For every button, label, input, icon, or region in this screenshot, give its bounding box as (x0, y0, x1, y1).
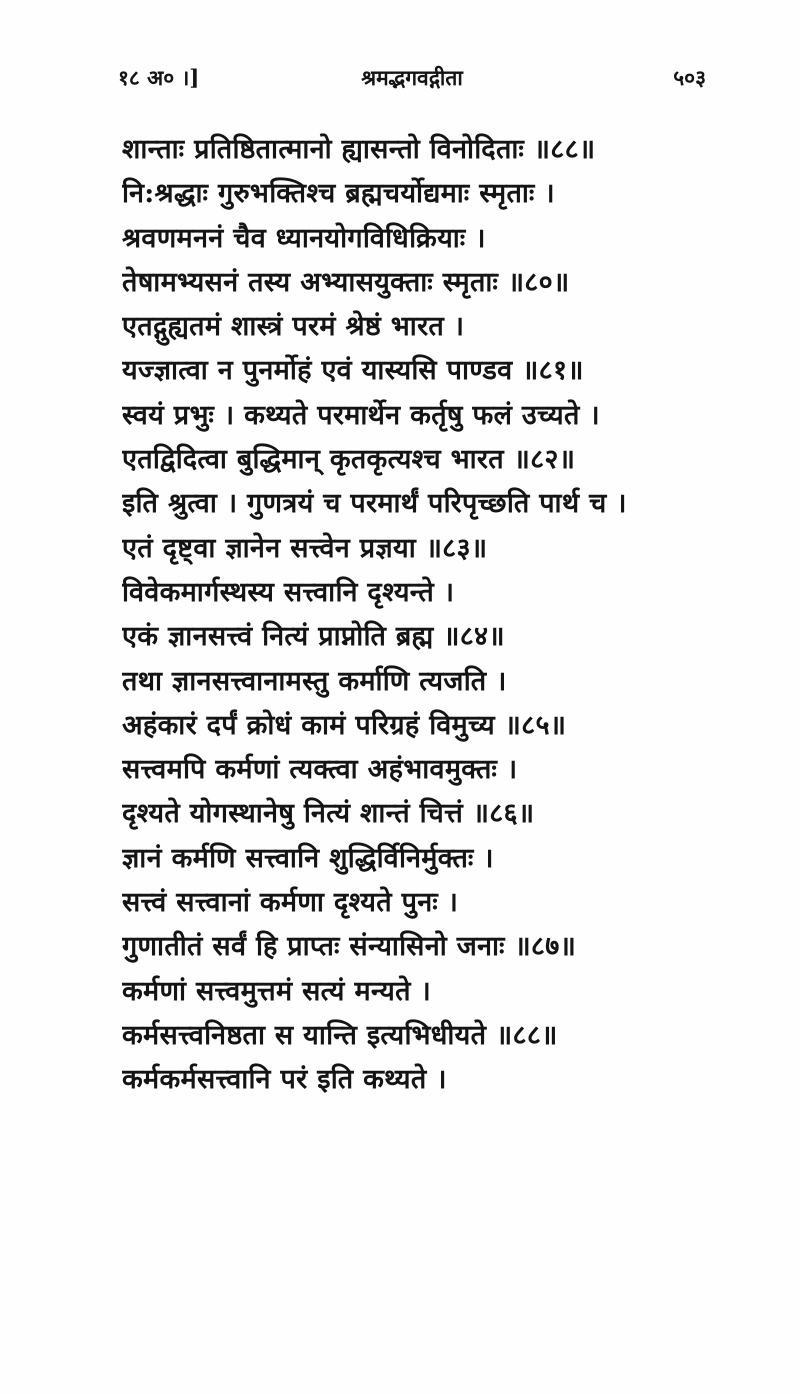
verse-line: श्रवणमननं चैव ध्यानयोगविधिक्रियाः । (122, 222, 486, 254)
verse-line: सत्त्वं सत्त्वानां कर्मणा दृश्यते पुनः । (122, 887, 459, 919)
verse-line: कर्मसत्त्वनिष्ठता स यान्ति इत्यभिधीयते ॥८८॥ (122, 1019, 558, 1051)
page-number: ५०३ (673, 65, 706, 90)
verse-line: अहंकारं दर्पं क्रोधं कामं परिग्रहं विमुच्य ॥८५॥ (122, 709, 567, 741)
verse-line: कर्मकर्मसत्त्वानि परं इति कथ्यते । (122, 1064, 447, 1096)
verse-line: एतद्विदित्वा बुद्धिमान् कृतकृत्यश्च भारत ॥८२॥ (122, 444, 576, 476)
verse-line: एकं ज्ञानसत्त्वं नित्यं प्राप्नोति ब्रह्म ॥८४॥ (122, 621, 505, 653)
verse-line: कर्मणां सत्त्वमुत्तमं सत्यं मन्यते । (122, 975, 432, 1007)
verse-line: तेषामभ्यसनं तस्य अभ्यासयुक्ताः स्मृताः ॥८०॥ (122, 266, 570, 298)
verse-line: तथा ज्ञानसत्त्वानामस्तु कर्माणि त्यजति । (122, 665, 507, 697)
verse-line: शान्ताः प्रतिष्ठितात्मानो ह्यासन्तो विनोदिताः ॥८८॥ (122, 134, 596, 165)
verse-line: एतद्गुह्यतमं शास्त्रं परमं श्रेष्ठं भारत । (122, 311, 465, 343)
verse-line: ज्ञानं कर्मणि सत्त्वानि शुद्धिर्विनिर्मुक्तः । (122, 842, 494, 874)
verse-line: स्वयं प्रभुः । कथ्यते परमार्थेन कर्तृषु फलं उच्यते । (122, 399, 600, 431)
verse-line: सत्त्वमपि कर्मणां त्यक्त्वा अहंभावमुक्तः । (122, 754, 518, 786)
verse-line: इति श्रुत्वा । गुणत्रयं च परमार्थं परिपृच्छति पार्थ च । (122, 488, 627, 520)
verse-line: विवेकमार्गस्थस्य सत्त्वानि दृश्यन्ते । (122, 576, 455, 608)
chapter-reference: १८ अ० ।] (118, 65, 200, 90)
running-head (118, 64, 706, 96)
verse-line: गुणातीतं सर्वं हि प्राप्तः संन्यासिनो जनाः ॥८७॥ (122, 931, 577, 963)
verse-line: दृश्यते योगस्थानेषु नित्यं शान्तं चित्तं ॥८६॥ (122, 798, 535, 830)
verse-block (122, 128, 702, 1103)
book-title: श्रमद्भगवद्गीता (361, 65, 463, 90)
verse-line: नि:श्रद्धाः गुरुभक्तिश्च ब्रह्मचर्योद्यमाः स्मृताः । (122, 178, 555, 210)
verse-line: एतं दृष्ट्वा ज्ञानेन सत्त्वेन प्रज्ञया ॥८३॥ (122, 532, 488, 564)
verse-line: यज्ज्ञात्वा न पुनर्मोहं एवं यास्यसि पाण्डव ॥८१॥ (122, 355, 584, 387)
